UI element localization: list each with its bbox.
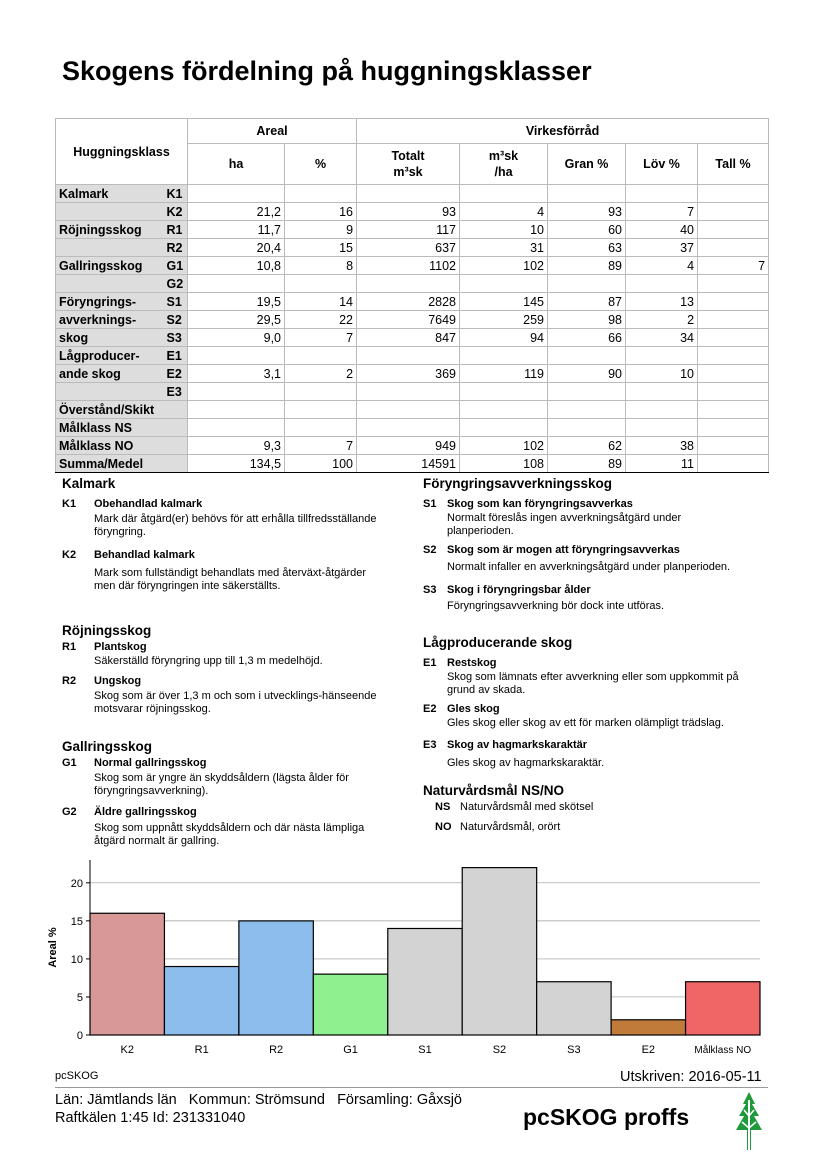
table-row [56,347,769,365]
row-class-code: G2 [164,275,188,293]
cell-pct: 9 [285,221,357,239]
legend-s1-term: Skog som kan föryngringsavverkas [447,498,633,510]
legend-r1-term: Plantskog [94,641,147,653]
cell-ha: 21,2 [188,203,285,221]
row-group-label: Gallringsskog [56,257,164,275]
cell-gran: 90 [548,365,626,383]
cell-tall [698,419,769,437]
cell-m3ha: 94 [460,329,548,347]
cell-tall [698,221,769,239]
row-group-label: Föryngrings- [56,293,164,311]
legend-g2-term: Äldre gallringsskog [94,806,197,818]
legend-kalmark-heading: Kalmark [62,476,116,491]
table-row [56,293,769,311]
col-m3ha [460,144,548,185]
cell-pct: 14 [285,293,357,311]
cell-m3ha [460,401,548,419]
legend-r1-code: R1 [62,641,77,653]
y-tick-label: 15 [70,915,83,928]
tree-logo-icon [734,1090,764,1152]
x-tick-label: S2 [492,1044,507,1056]
legend-e3-desc: Gles skog av hagmarkskaraktär. [447,757,605,769]
bar-målklass-no [686,982,760,1035]
legend-s1-code: S1 [423,498,437,510]
cell-tall [698,185,769,203]
col-m3ha-line2: /ha [494,165,513,179]
page-title: Skogens fördelning på huggningsklasser [62,56,592,86]
cell-pct [285,275,357,293]
cell-ha [188,275,285,293]
legend-k1-code: K1 [62,498,77,510]
row-group-label: Kalmark [56,185,164,203]
bar-s1 [388,928,462,1035]
legend-ns-code: NS [435,801,451,813]
row-class-code: E3 [164,383,188,401]
cell-pct: 7 [285,329,357,347]
cell-lov: 40 [626,221,698,239]
cell-lov: 34 [626,329,698,347]
cell-pct [285,401,357,419]
sum-gran: 89 [548,455,626,473]
row-class-code: S3 [164,329,188,347]
cell-lov: 13 [626,293,698,311]
cell-ha: 3,1 [188,365,285,383]
col-totalt [357,144,460,185]
cell-pct [285,185,357,203]
legend-foryngring-heading: Föryngringsavverkningsskog [423,476,613,491]
cell-tot: 7649 [357,311,460,329]
col-group-virkesforrad: Virkesförråd [357,119,769,144]
cell-pct [285,347,357,365]
legend-e2-code: E2 [423,703,437,715]
legend-s2-code: S2 [423,544,437,556]
legend-s3-code: S3 [423,584,437,596]
cell-lov [626,401,698,419]
cell-m3ha: 102 [460,257,548,275]
legend-s2-term: Skog som är mogen att föryngringsavverkas [447,544,680,556]
row-class-code: K2 [164,203,188,221]
table-sum-row [56,455,769,473]
cell-pct: 8 [285,257,357,275]
cell-lov [626,275,698,293]
cell-gran [548,383,626,401]
row-class-code: R2 [164,239,188,257]
cell-tall [698,311,769,329]
table-row [56,311,769,329]
areal-bar-chart [30,855,800,1065]
cell-ha [188,185,285,203]
legend-e1-code: E1 [423,657,437,669]
col-totalt-line2: m³sk [393,165,423,179]
legend-lagprod-heading: Lågproducerande skog [423,635,573,650]
cell-gran: 63 [548,239,626,257]
legend-gallring-heading: Gallringsskog [62,739,153,754]
legend-s3-term: Skog i föryngringsbar ålder [447,584,591,596]
bar-s3 [537,982,611,1035]
cell-tot: 949 [357,437,460,455]
row-class-code: K1 [164,185,188,203]
row-label: Målklass NO [56,437,188,455]
cell-tall [698,347,769,365]
legend-e1-term: Restskog [447,657,497,669]
cell-m3ha: 102 [460,437,548,455]
cell-tall [698,401,769,419]
legend-ns-desc: Naturvårdsmål med skötsel [460,801,594,813]
cell-gran: 93 [548,203,626,221]
legend-k2-code: K2 [62,549,77,561]
cell-gran [548,275,626,293]
cell-tall [698,365,769,383]
x-tick-label: S3 [567,1044,581,1056]
legend-g1-code: G1 [62,757,77,769]
cell-tall [698,383,769,401]
row-group-label [56,275,164,293]
bar-e2 [611,1020,685,1035]
cell-tot: 93 [357,203,460,221]
legend-g2-desc: Skog som uppnått skyddsåldern och där nästa lämpliga åtgärd normalt är gallring. [94,822,365,847]
cell-m3ha: 10 [460,221,548,239]
legend-no-code: NO [435,821,452,833]
col-pct: % [285,144,357,185]
cell-tot: 847 [357,329,460,347]
legend-e3-term: Skog av hagmarkskaraktär [447,739,588,751]
cell-m3ha [460,419,548,437]
row-group-label [56,383,164,401]
row-group-label [56,239,164,257]
table-row [56,257,769,275]
cell-lov [626,419,698,437]
cell-tot [357,419,460,437]
cell-ha: 20,4 [188,239,285,257]
x-tick-label: R1 [194,1044,209,1056]
table-row [56,437,769,455]
bar-g1 [313,974,387,1035]
sum-ha: 134,5 [188,455,285,473]
y-tick-label: 5 [76,991,83,1004]
cell-m3ha [460,185,548,203]
x-tick-label: S1 [418,1044,432,1056]
footer-app-name: pcSKOG [55,1070,99,1082]
cell-pct: 7 [285,437,357,455]
col-lov: Löv % [626,144,698,185]
cell-tall [698,203,769,221]
sum-m3ha: 108 [460,455,548,473]
cell-ha: 29,5 [188,311,285,329]
legend-no-desc: Naturvårdsmål, orört [460,821,561,833]
x-tick-label: G1 [343,1044,358,1056]
x-tick-label: K2 [120,1044,134,1056]
row-class-code: R1 [164,221,188,239]
cell-tot: 117 [357,221,460,239]
legend-k2-desc: Mark som fullständigt behandlats med återväxt-åtgärder men där föryngringen inte säkerställts. [94,567,367,592]
cell-gran: 87 [548,293,626,311]
bar-r1 [164,967,238,1035]
cell-tot [357,275,460,293]
legend-k1-desc: Mark där åtgärd(er) behövs för att erhålla tillfredsställande föryngring. [94,513,377,538]
table-row [56,221,769,239]
cell-gran: 66 [548,329,626,347]
row-group-label [56,203,164,221]
cell-pct: 2 [285,365,357,383]
footer-location: Län: Jämtlands län Kommun: Strömsund Församling: Gåxsjö [55,1092,462,1108]
cell-m3ha: 119 [460,365,548,383]
cell-lov: 2 [626,311,698,329]
table-row [56,203,769,221]
cell-ha: 11,7 [188,221,285,239]
cell-tot: 2828 [357,293,460,311]
cell-tall [698,275,769,293]
table-row [56,185,769,203]
sum-tot: 14591 [357,455,460,473]
sum-label: Summa/Medel [56,455,188,473]
cell-ha [188,419,285,437]
cell-gran [548,401,626,419]
cell-lov [626,347,698,365]
cell-tot [357,401,460,419]
footer-divider [55,1087,768,1088]
legend-r2-term: Ungskog [94,675,142,687]
legend-k1-term: Obehandlad kalmark [94,498,203,510]
legend-natur-heading: Naturvårdsmål NS/NO [423,783,565,798]
sum-tall [698,455,769,473]
table-row [56,365,769,383]
legend-s1-desc: Normalt föreslås ingen avverkningsåtgärd under planperioden. [447,512,682,537]
row-class-code: G1 [164,257,188,275]
legend-g1-term: Normal gallringsskog [94,757,207,769]
col-huggningsklass: Huggningsklass [56,119,188,185]
y-tick-label: 0 [76,1030,83,1042]
cell-gran: 60 [548,221,626,239]
legend-g1-desc: Skog som är yngre än skyddsåldern (lägsta ålder för föryngringsavverkning). [94,772,349,797]
cell-pct: 15 [285,239,357,257]
cell-lov: 4 [626,257,698,275]
cell-tot: 637 [357,239,460,257]
table-row [56,419,769,437]
row-group-label: Röjningsskog [56,221,164,239]
table-row [56,401,769,419]
legend-k2-term: Behandlad kalmark [94,549,195,561]
cell-gran: 98 [548,311,626,329]
row-label: Överstånd/Skikt [56,401,188,419]
legend-e1-desc: Skog som lämnats efter avverkning eller som uppkommit på grund av skada. [447,671,739,696]
cell-ha: 19,5 [188,293,285,311]
cell-lov: 7 [626,203,698,221]
cell-gran [548,347,626,365]
huggningsklass-table [55,118,769,473]
legend-rojning-heading: Röjningsskog [62,623,152,638]
col-totalt-line1: Totalt [391,149,425,163]
table-row [56,239,769,257]
cell-tot: 1102 [357,257,460,275]
cell-lov: 38 [626,437,698,455]
legend-e2-term: Gles skog [447,703,500,715]
cell-m3ha [460,347,548,365]
x-tick-label: R2 [269,1044,284,1056]
cell-tall [698,437,769,455]
cell-ha: 9,0 [188,329,285,347]
row-class-code: S1 [164,293,188,311]
cell-lov: 10 [626,365,698,383]
legend-r1-desc: Säkerställd föryngring upp till 1,3 m medelhöjd. [94,655,323,667]
legend-s3-desc: Föryngringsavverkning bör dock inte utföras. [447,600,665,612]
footer-printed-date: Utskriven: 2016-05-11 [620,1069,762,1085]
bar-k2 [90,913,164,1035]
legend-r2-desc: Skog som är över 1,3 m och som i utvecklings-hänseende motsvarar röjningsskog. [94,690,377,715]
x-tick-label: Målklass NO [694,1045,752,1056]
y-tick-label: 20 [70,877,83,890]
cell-tot [357,185,460,203]
col-tall: Tall % [698,144,769,185]
cell-tall [698,329,769,347]
cell-tot: 369 [357,365,460,383]
cell-pct [285,419,357,437]
legend-r2-code: R2 [62,675,77,687]
row-group-label: Lågproducer- [56,347,164,365]
brand-logo-text: pcSKOG proffs [523,1104,690,1130]
sum-lov: 11 [626,455,698,473]
table-row [56,383,769,401]
cell-lov: 37 [626,239,698,257]
cell-ha: 10,8 [188,257,285,275]
cell-m3ha: 31 [460,239,548,257]
cell-gran [548,419,626,437]
legend-e2-desc: Gles skog eller skog av ett för marken olämpligt trädslag. [447,717,724,729]
row-class-code: E2 [164,365,188,383]
col-m3ha-line1: m³sk [488,149,519,163]
row-class-code: E1 [164,347,188,365]
col-gran: Gran % [548,144,626,185]
cell-tall [698,293,769,311]
cell-tot [357,347,460,365]
footer-property-id: Raftkälen 1:45 Id: 231331040 [55,1110,246,1126]
cell-m3ha [460,383,548,401]
cell-m3ha: 145 [460,293,548,311]
table-row [56,275,769,293]
row-group-label: ande skog [56,365,164,383]
row-class-code: S2 [164,311,188,329]
cell-gran: 62 [548,437,626,455]
row-group-label: avverknings- [56,311,164,329]
col-ha: ha [188,144,285,185]
cell-lov [626,383,698,401]
legend-s2-desc: Normalt infaller en avverkningsåtgärd under planperioden. [447,561,731,573]
cell-tall [698,239,769,257]
cell-pct: 16 [285,203,357,221]
cell-ha [188,347,285,365]
bar-r2 [239,921,313,1035]
cell-gran: 89 [548,257,626,275]
cell-pct [285,383,357,401]
x-tick-label: E2 [641,1044,656,1056]
cell-m3ha [460,275,548,293]
row-group-label: skog [56,329,164,347]
cell-m3ha: 4 [460,203,548,221]
cell-ha: 9,3 [188,437,285,455]
sum-pct: 100 [285,455,357,473]
cell-tall: 7 [698,257,769,275]
bar-s2 [462,868,536,1035]
row-label: Målklass NS [56,419,188,437]
cell-ha [188,383,285,401]
cell-m3ha: 259 [460,311,548,329]
cell-tot [357,383,460,401]
y-tick-label: 10 [70,953,83,966]
cell-ha [188,401,285,419]
col-group-areal: Areal [188,119,357,144]
y-axis-label: Areal % [47,927,59,968]
table-row [56,329,769,347]
cell-lov [626,185,698,203]
legend-g2-code: G2 [62,806,77,818]
legend-e3-code: E3 [423,739,437,751]
cell-pct: 22 [285,311,357,329]
cell-gran [548,185,626,203]
